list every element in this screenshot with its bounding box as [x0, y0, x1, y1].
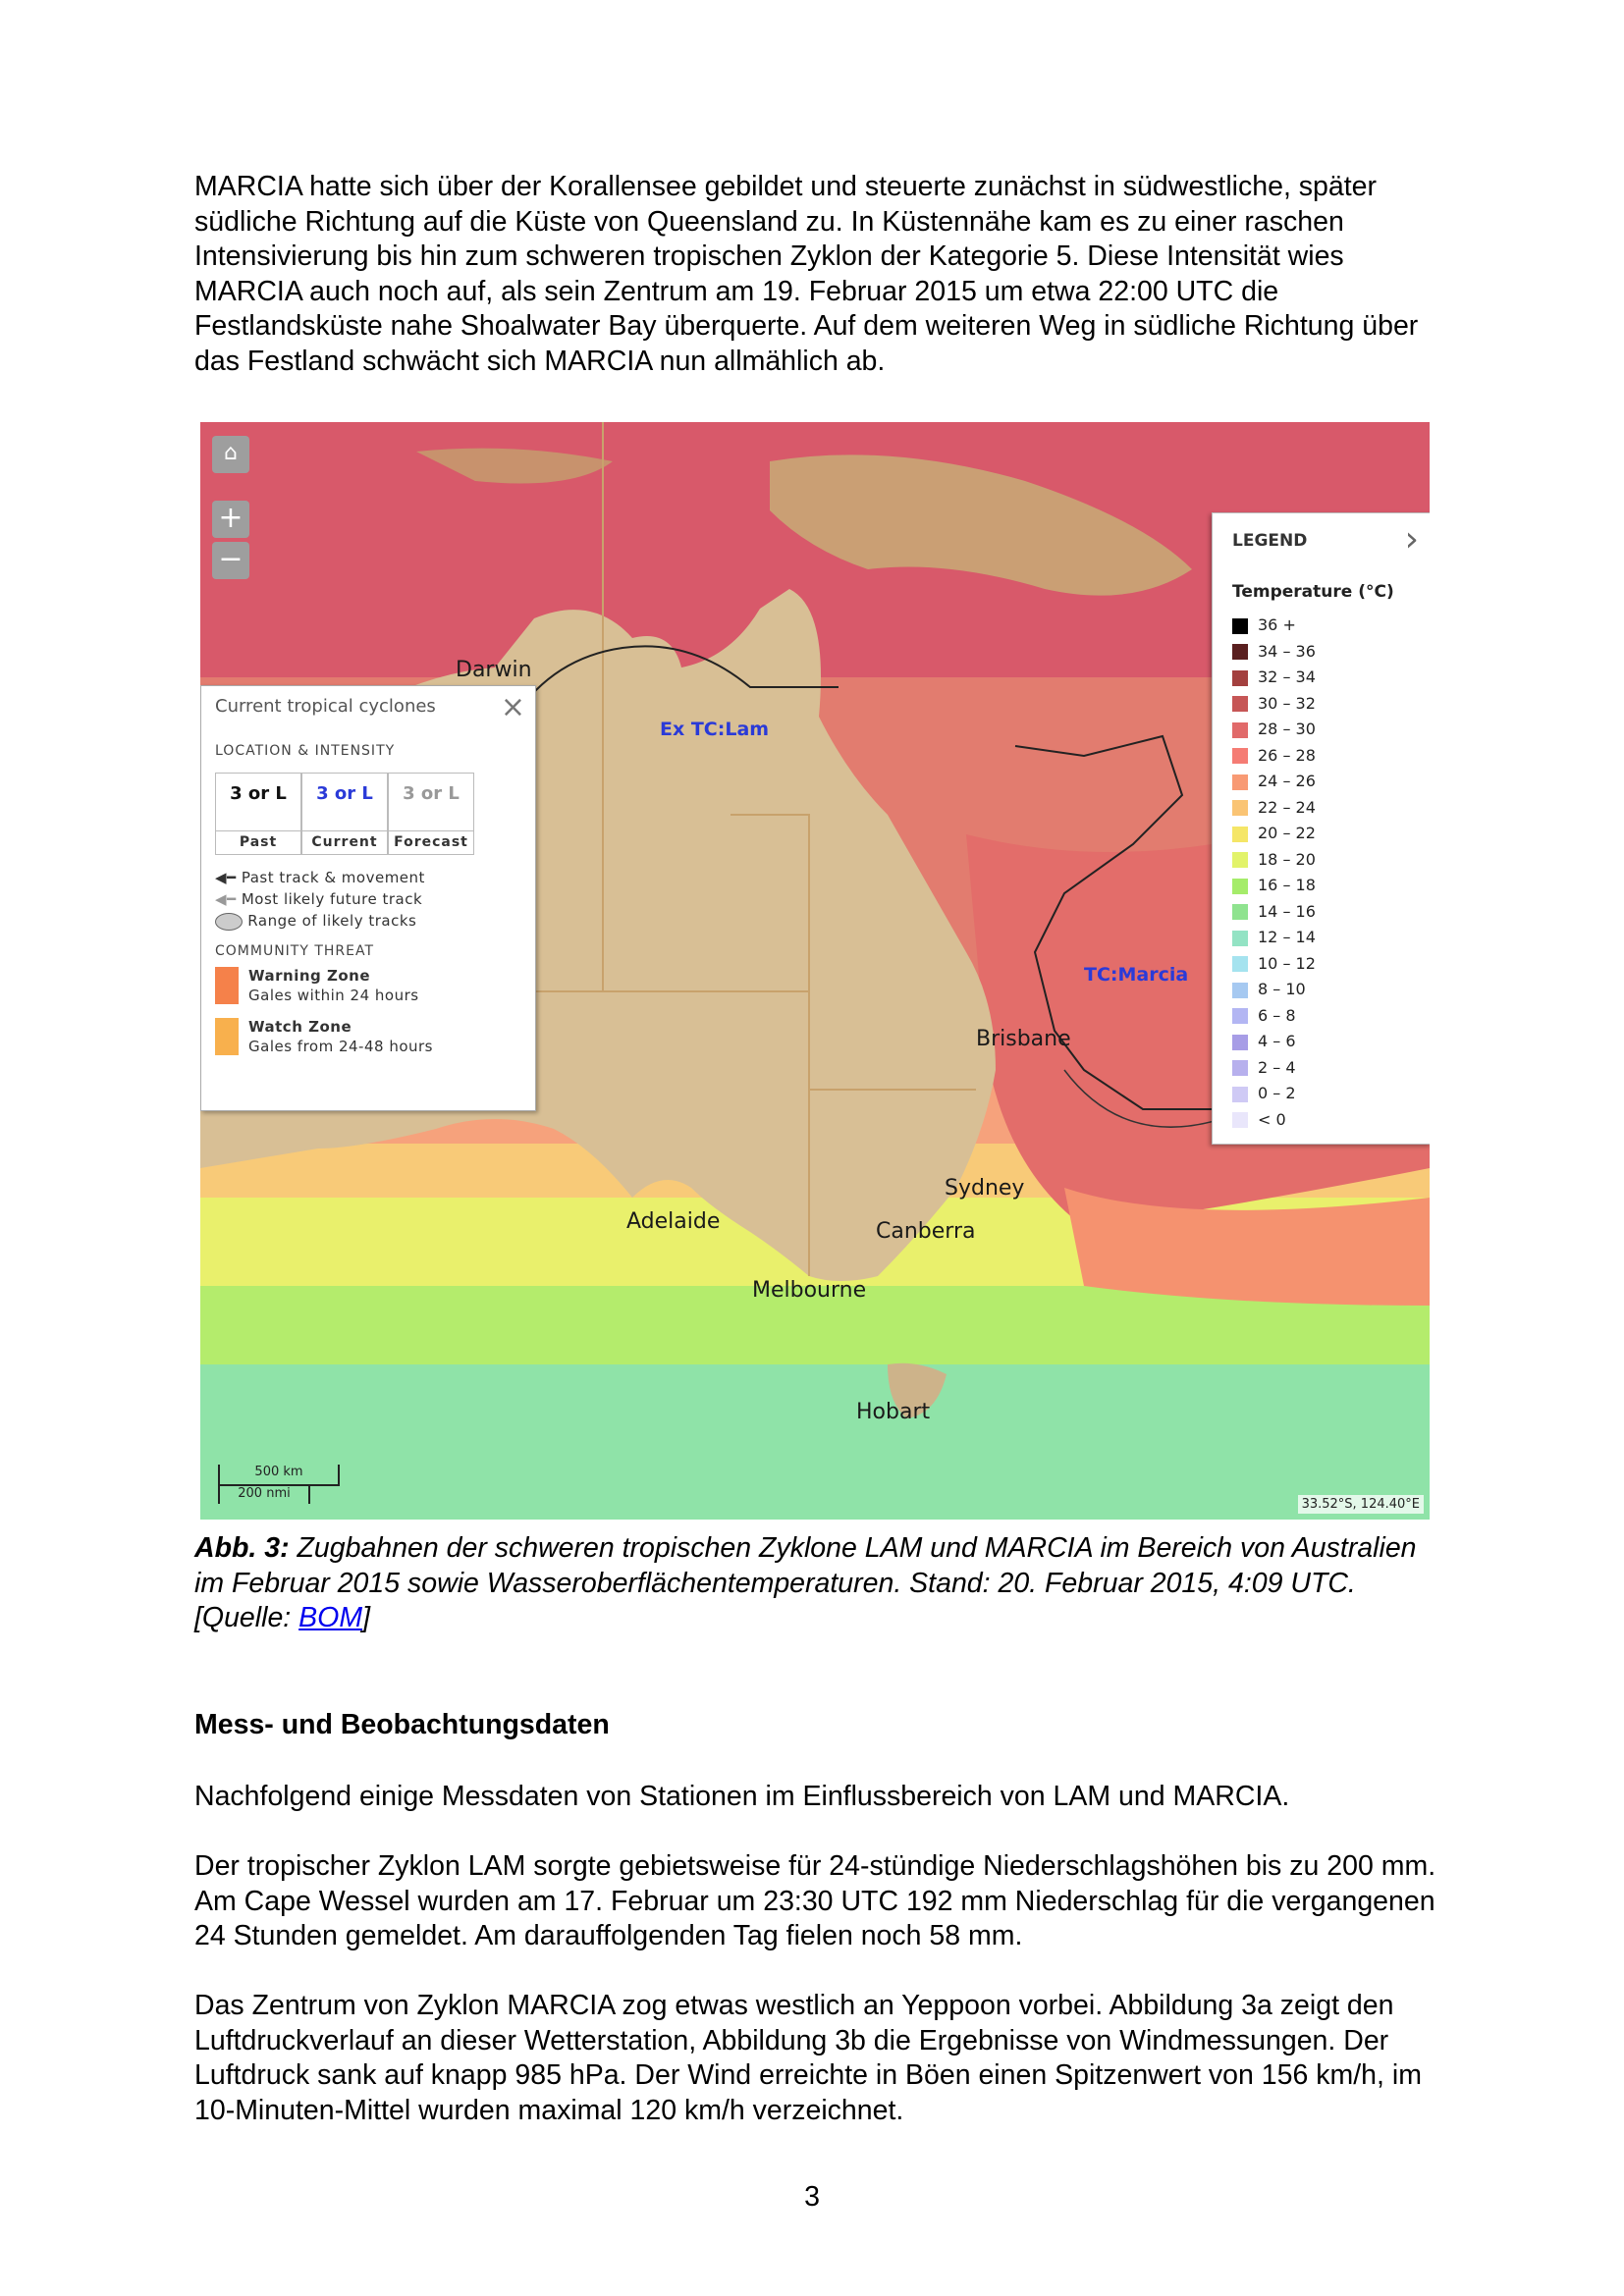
past-track-row: ◀━ Past track & movement — [215, 869, 425, 886]
legend-item — [1232, 850, 1316, 872]
legend-swatch — [1232, 983, 1248, 998]
legend-label: 34 – 36 — [1258, 641, 1316, 661]
legend-swatch — [1232, 670, 1248, 686]
legend-item — [1232, 876, 1316, 897]
past-label: Past — [216, 830, 300, 850]
legend-swatch — [1232, 1035, 1248, 1050]
city-brisbane: Brisbane — [976, 1027, 1071, 1051]
legend-label: 6 – 8 — [1258, 1005, 1296, 1025]
intro-paragraph: MARCIA hatte sich über der Korallensee gebildet und steuerte zunächst in südwestliche, später südliche Richtung auf die Küste von Queensland zu. In Küstennähe kam es zu einer raschen Intensivierung bis hin zum schweren tropischen Zyklon der Kategorie 5. Diese Intensität wies MARCIA auch noch auf, als sein Zentrum am 19. Februar 2015 um etwa 22:00 UTC die Festlandsküste nahe Shoalwater Bay überquerte. Auf dem weiteren Weg in südliche Richtung über das Festland schwächt sich MARCIA nun allmählich ab. — [194, 171, 1419, 377]
legend-swatch — [1232, 1008, 1248, 1024]
caption-text: Zugbahnen der schweren tropischen Zyklone LAM und MARCIA im Bereich von Australien im Februar 2015 sowie Wasseroberflächentemperaturen. Stand: 20. Februar 2015, 4:09 UTC. [Quelle: — [194, 1532, 1417, 1633]
caption-label: Abb. 3: — [194, 1532, 290, 1564]
legend-swatch — [1232, 1112, 1248, 1128]
legend-label: 12 – 14 — [1258, 928, 1316, 946]
chevron-right-icon[interactable]: › — [1404, 519, 1419, 560]
legend-item — [1232, 1084, 1296, 1105]
legend-label: 8 – 10 — [1258, 980, 1306, 998]
legend-item — [1232, 746, 1316, 768]
page-number: 3 — [804, 2181, 820, 2213]
symbol-past — [215, 773, 301, 855]
cyclone-symbol-past: 3 or L — [230, 783, 287, 804]
zoom-in-button[interactable]: + — [212, 501, 249, 538]
cyclone-symbol-current: 3 or L — [316, 783, 373, 804]
caption-close: ] — [362, 1602, 370, 1633]
warning-zone-swatch — [215, 967, 239, 1004]
legend-swatch — [1232, 904, 1248, 920]
legend-item — [1232, 824, 1316, 845]
legend-item — [1232, 667, 1316, 689]
legend-label: 30 – 32 — [1258, 693, 1316, 713]
legend-swatch — [1232, 852, 1248, 868]
ellipse-icon — [215, 913, 243, 931]
legend-swatch — [1232, 774, 1248, 790]
legend-label: 18 – 20 — [1258, 849, 1316, 869]
marcia-paragraph: Das Zentrum von Zyklon MARCIA zog etwas westlich an Yeppoon vorbei. Abbildung 3a zeigt den Luftdruckverlauf an dieser Wetterstation, Abbildung 3b die Ergebnisse von Windmessungen. Der Luftdruck sank auf knapp 985 hPa. Der Wind erreichte in Böen einen Spitzenwert von 156 km/h, im 10-Minuten-Mittel wurden maximal 120 km/h verzeichnet. — [194, 1990, 1422, 2126]
tc-lam-label[interactable]: Ex TC:Lam — [660, 719, 770, 740]
legend-label: 20 – 22 — [1258, 824, 1316, 842]
figure-caption — [194, 1531, 1432, 1636]
legend-item — [1232, 1006, 1296, 1028]
legend-item — [1232, 1032, 1296, 1053]
legend-item — [1232, 980, 1306, 1001]
legend-swatch — [1232, 827, 1248, 842]
watch-zone-swatch — [215, 1018, 239, 1055]
section-heading: Mess- und Beobachtungsdaten — [194, 1709, 610, 1740]
bom-link[interactable]: BOM — [298, 1602, 363, 1633]
legend-label: 2 – 4 — [1258, 1057, 1296, 1077]
legend-label: 36 + — [1258, 615, 1296, 634]
legend-label: 22 – 24 — [1258, 797, 1316, 817]
legend-label: < 0 — [1258, 1109, 1286, 1129]
legend-item — [1232, 772, 1316, 793]
legend-label: 26 – 28 — [1258, 745, 1316, 765]
warning-zone-title: Warning Zone — [248, 967, 371, 985]
cyclone-map-figure[interactable] — [200, 422, 1430, 1520]
threat-heading: COMMUNITY THREAT — [215, 943, 375, 959]
symbol-current — [301, 773, 388, 855]
legend-swatch — [1232, 879, 1248, 894]
legend-label: 0 – 2 — [1258, 1084, 1296, 1102]
legend-swatch — [1232, 618, 1248, 634]
legend-item — [1232, 928, 1316, 949]
city-darwin: Darwin — [456, 658, 532, 682]
legend-swatch — [1232, 722, 1248, 738]
legend-item — [1232, 954, 1316, 976]
legend-label: 24 – 26 — [1258, 772, 1316, 790]
legend-swatch — [1232, 748, 1248, 764]
legend-label: 10 – 12 — [1258, 953, 1316, 973]
legend-swatch — [1232, 1087, 1248, 1102]
legend-swatch — [1232, 931, 1248, 946]
legend-item — [1232, 642, 1316, 664]
current-label: Current — [302, 830, 387, 850]
legend-title: LEGEND — [1232, 531, 1308, 551]
future-track-row: ◀━ Most likely future track — [215, 890, 423, 908]
legend-item — [1232, 694, 1316, 716]
city-melbourne: Melbourne — [752, 1278, 867, 1303]
legend-item — [1232, 720, 1316, 741]
legend-item — [1232, 1058, 1296, 1080]
legend-item — [1232, 902, 1316, 924]
lam-paragraph: Der tropischer Zyklon LAM sorgte gebietsweise für 24-stündige Niederschlagshöhen bis zu 200 mm. Am Cape Wessel wurden am 17. Februar um 23:30 UTC 192 mm Niederschlag für die vergangenen 24 Stunden gemeldet. Am darauffolgenden Tag fielen noch 58 mm. — [194, 1850, 1436, 1951]
legend-label: 4 – 6 — [1258, 1032, 1296, 1050]
city-sydney: Sydney — [945, 1176, 1025, 1201]
legend-label: 28 – 30 — [1258, 720, 1316, 738]
legend-swatch — [1232, 956, 1248, 972]
legend-label: 16 – 18 — [1258, 876, 1316, 894]
legend-item — [1232, 798, 1316, 820]
location-heading: LOCATION & INTENSITY — [215, 743, 396, 759]
legend-label: 32 – 34 — [1258, 667, 1316, 686]
legend-subtitle: Temperature (°C) — [1232, 582, 1394, 602]
legend-label: 14 – 16 — [1258, 901, 1316, 921]
panel-title: Current tropical cyclones — [215, 696, 436, 717]
legend-item — [1232, 1110, 1286, 1132]
cyclone-symbol-forecast: 3 or L — [403, 783, 460, 804]
arrow-left-icon: ◀━ — [215, 869, 237, 886]
coords-readout: 33.52°S, 124.40°E — [1298, 1495, 1424, 1514]
close-icon[interactable]: × — [500, 690, 525, 724]
legend-swatch — [1232, 1060, 1248, 1076]
city-adelaide: Adelaide — [626, 1209, 721, 1234]
legend-panel — [1212, 512, 1430, 1145]
scale-nmi: 200 nmi — [218, 1486, 310, 1504]
legend-item — [1232, 615, 1296, 637]
legend-swatch — [1232, 644, 1248, 660]
range-row: Range of likely tracks — [215, 912, 416, 931]
home-button[interactable]: ⌂ — [212, 436, 249, 473]
watch-zone-title: Watch Zone — [248, 1018, 352, 1036]
tc-marcia-label[interactable]: TC:Marcia — [1084, 964, 1189, 986]
mess-intro-paragraph: Nachfolgend einige Messdaten von Stationen im Einflussbereich von LAM und MARCIA. — [194, 1781, 1290, 1812]
warning-zone-sub: Gales within 24 hours — [248, 987, 419, 1004]
scale-bar — [214, 1465, 352, 1510]
scale-km: 500 km — [218, 1465, 340, 1486]
legend-swatch — [1232, 696, 1248, 712]
current-cyclones-panel — [200, 685, 536, 1111]
zoom-out-button[interactable]: − — [212, 542, 249, 579]
city-canberra: Canberra — [876, 1219, 976, 1244]
arrow-left-gray-icon: ◀━ — [215, 890, 237, 908]
city-hobart: Hobart — [856, 1400, 931, 1424]
symbol-forecast — [388, 773, 474, 855]
watch-zone-sub: Gales from 24-48 hours — [248, 1038, 433, 1055]
legend-swatch — [1232, 800, 1248, 816]
forecast-label: Forecast — [389, 830, 473, 850]
